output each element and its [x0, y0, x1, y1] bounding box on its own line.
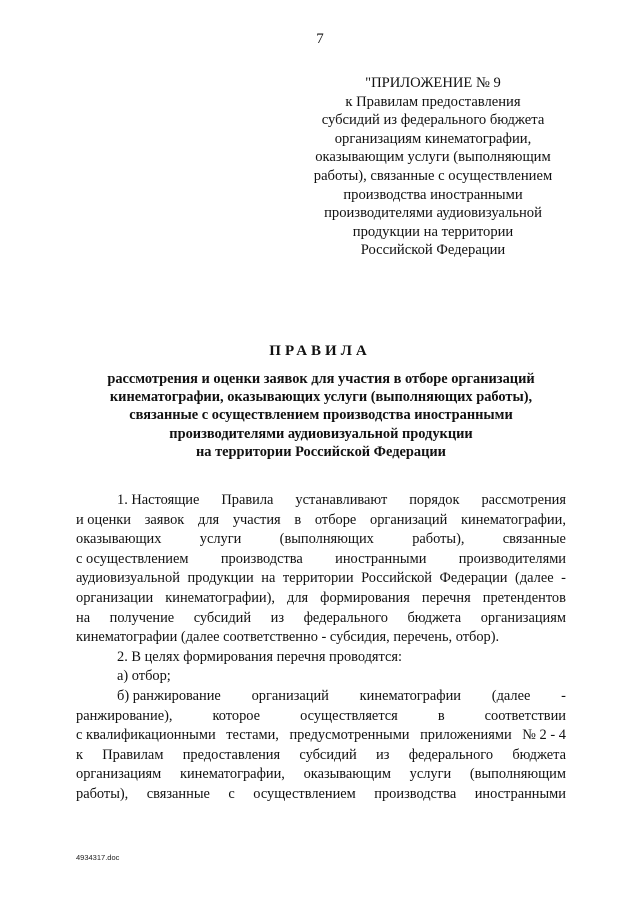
body-word: услуги: [199, 531, 242, 548]
body-word: на: [76, 609, 91, 626]
body-line: [76, 648, 566, 668]
body-word: приложениями: [420, 727, 512, 744]
body-line: [76, 667, 566, 687]
body-word: из: [270, 609, 285, 626]
body-word: предусмотренными: [289, 727, 410, 744]
body-word: для: [198, 511, 220, 528]
body-word: б) ранжирование: [117, 687, 221, 704]
subtitle-line: кинематографии, оказывающих услуги (выполняющих работы),: [109, 389, 533, 406]
body-word: которое: [212, 707, 261, 724]
body-line: [76, 726, 566, 746]
body-word: получение: [109, 609, 175, 626]
body-text: [76, 491, 566, 805]
appendix-header-line: оказывающим услуги (выполняющим: [315, 149, 551, 166]
body-word: участия: [232, 511, 281, 528]
document-subtitle: [76, 370, 566, 461]
body-word: Правила: [221, 492, 274, 508]
body-word: работы),: [412, 531, 465, 548]
body-word: иностранными: [474, 785, 566, 802]
body-word: кинематографии,: [179, 766, 285, 783]
body-word: кинематографии (далее соответственно - субсидия, перечень, отбор).: [76, 629, 500, 646]
appendix-header-line: продукции на территории: [352, 223, 514, 240]
body-word: с: [228, 785, 235, 802]
body-word: организаций: [251, 687, 329, 704]
body-word: устанавливают: [295, 492, 388, 508]
subtitle-line: производителями аудиовизуальной продукции: [169, 425, 473, 442]
body-word: кинематографии),: [165, 589, 275, 606]
body-word: производства: [374, 785, 457, 802]
body-word: из: [376, 746, 390, 763]
page-number: 7: [316, 31, 324, 47]
body-line: [76, 609, 566, 629]
body-word: производителями: [458, 550, 566, 567]
body-word: претендентов: [482, 589, 566, 606]
appendix-header-line: производства иностранными: [343, 186, 523, 203]
body-word: порядок: [409, 492, 460, 508]
appendix-header-line: Российской Федерации: [360, 242, 506, 259]
body-word: (выполняющим: [469, 766, 566, 783]
body-word: (далее: [515, 570, 554, 587]
body-word: с осуществлением: [76, 550, 189, 567]
body-word: продукции: [187, 570, 254, 587]
body-word: субсидий: [193, 609, 252, 626]
body-line: [76, 511, 566, 531]
body-word: оказывающих: [76, 531, 162, 548]
body-word: организаций: [370, 511, 448, 528]
body-word: 2. В целях формирования перечня проводятся:: [117, 648, 403, 665]
body-word: рассмотрения: [481, 492, 566, 508]
appendix-header-line: работы), связанные с осуществлением: [313, 167, 553, 184]
appendix-header-line: "ПРИЛОЖЕНИЕ № 9: [365, 75, 501, 91]
appendix-header-line: к Правилам предоставления: [345, 93, 521, 110]
body-line: [76, 569, 566, 589]
body-word: осуществлением: [253, 785, 356, 802]
body-word: а) отбор;: [117, 668, 171, 685]
body-word: аудиовизуальной: [76, 570, 180, 587]
body-line: [76, 746, 566, 766]
subtitle-line: рассмотрения и оценки заявок для участия в отборе организаций: [107, 371, 535, 387]
body-word: федерального: [408, 746, 494, 763]
body-word: и оценки: [76, 511, 131, 528]
body-word: осуществляется: [300, 707, 398, 724]
body-line: [76, 530, 566, 550]
body-line: [76, 687, 566, 707]
body-word: к: [76, 746, 83, 763]
appendix-header-line: производителями аудиовизуальной: [324, 205, 542, 222]
body-line: [76, 589, 566, 609]
body-word: отборе: [314, 511, 357, 528]
body-word: перечня: [421, 589, 471, 606]
body-line: [76, 550, 566, 570]
body-line: [76, 628, 566, 648]
body-word: субсидий: [299, 746, 357, 763]
subtitle-line: связанные с осуществлением производства иностранными: [129, 407, 513, 424]
footer-doc-filename: 4934317.doc: [76, 853, 120, 862]
body-word: 1. Настоящие: [117, 492, 200, 508]
body-word: -: [561, 687, 566, 704]
body-word: работы),: [76, 785, 129, 802]
body-word: федерального: [303, 609, 388, 626]
body-word: иностранными: [335, 550, 427, 567]
appendix-header-line: организациям кинематографии,: [334, 130, 532, 147]
body-word: бюджета: [512, 746, 566, 763]
body-word: кинематографии,: [461, 511, 566, 528]
body-word: кинематографии: [359, 687, 461, 704]
body-word: услуги: [409, 766, 452, 783]
body-word: в: [294, 511, 302, 528]
body-word: производства: [220, 550, 303, 567]
body-word: Российской: [361, 570, 433, 587]
body-word: Федерации: [439, 570, 508, 587]
body-word: тестами,: [226, 727, 279, 744]
body-word: (далее: [491, 687, 531, 704]
appendix-header-line: субсидий из федерального бюджета: [321, 112, 545, 129]
body-word: в: [437, 707, 445, 724]
appendix-header: [300, 74, 566, 260]
document-title: ПРАВИЛА: [269, 343, 371, 359]
body-word: оказывающим: [303, 766, 391, 783]
body-word: (выполняющих: [279, 531, 374, 548]
body-word: с квалификационными: [76, 727, 216, 744]
body-word: № 2 - 4: [522, 727, 566, 744]
body-line: [76, 765, 566, 785]
body-word: на: [261, 570, 276, 587]
body-word: организациям: [480, 609, 566, 626]
body-word: для: [287, 589, 309, 606]
body-line: [76, 491, 566, 511]
body-word: организации: [76, 589, 154, 606]
body-word: формирования: [320, 589, 410, 606]
body-word: связанные: [502, 531, 566, 548]
body-word: территории: [282, 570, 354, 587]
body-word: ранжирование),: [76, 707, 173, 724]
body-line: [76, 785, 566, 805]
body-word: Правилам: [102, 746, 164, 763]
body-word: предоставления: [182, 746, 281, 763]
subtitle-line: на территории Российской Федерации: [196, 443, 446, 460]
body-word: -: [561, 570, 566, 587]
body-word: связанные: [146, 785, 210, 802]
body-word: заявок: [144, 511, 185, 528]
body-word: организациям: [76, 766, 162, 783]
body-word: соответствии: [484, 707, 566, 724]
body-line: [76, 707, 566, 727]
body-word: бюджета: [407, 609, 462, 626]
